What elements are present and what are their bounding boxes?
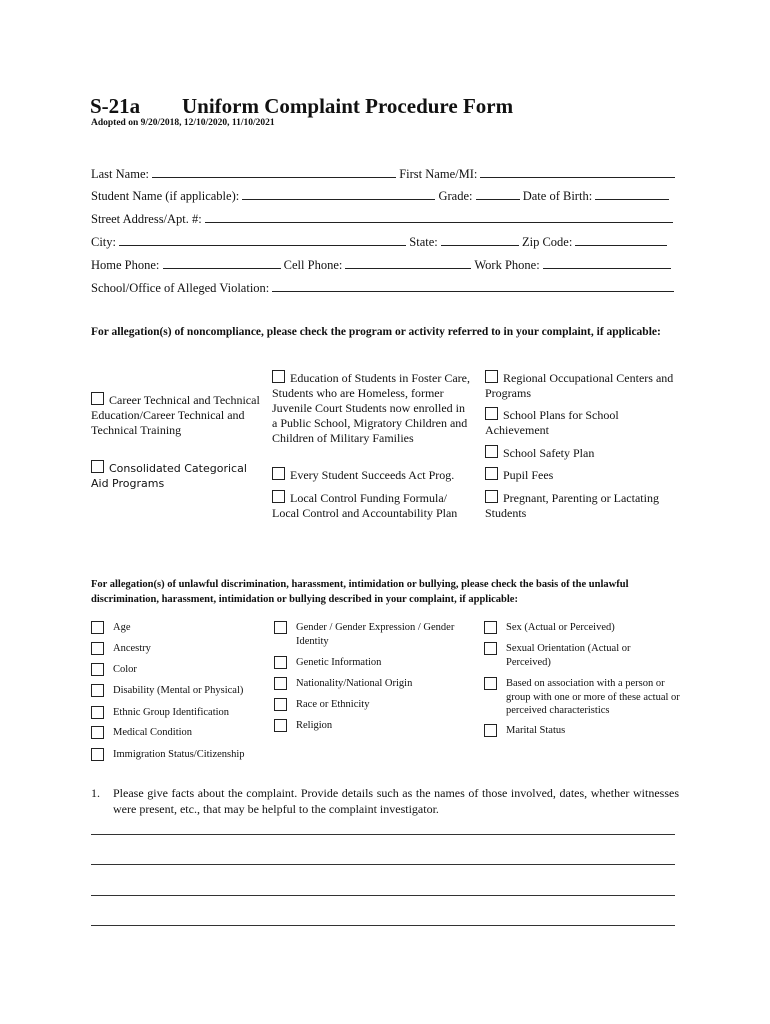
state-field[interactable] xyxy=(441,245,519,246)
page-title: Uniform Complaint Procedure Form xyxy=(182,94,514,118)
program-pregnant-parenting[interactable]: Pregnant, Parenting or Lactating Students xyxy=(485,491,659,520)
dob-field[interactable] xyxy=(595,199,669,200)
cell-phone-label: Cell Phone: xyxy=(283,258,343,272)
program-career-technical[interactable]: Career Technical and Technical Education/Career Technical and Technical Training xyxy=(91,393,260,437)
checkbox[interactable] xyxy=(485,467,498,480)
checkbox[interactable] xyxy=(484,677,497,690)
checkbox[interactable] xyxy=(91,621,104,634)
checkbox[interactable] xyxy=(274,677,287,690)
basis-age[interactable]: Age xyxy=(91,621,261,635)
first-name-label: First Name/MI: xyxy=(399,167,478,181)
checkbox[interactable] xyxy=(272,467,285,480)
checkbox[interactable] xyxy=(485,445,498,458)
checkbox[interactable] xyxy=(91,663,104,676)
answer-line[interactable] xyxy=(91,895,675,896)
dob-label: Date of Birth: xyxy=(522,189,593,203)
discrimination-heading: For allegation(s) of unlawful discrimination, harassment, intimidation or bullying, please check the basis of the unlawful discrimination, harassment, intimidation or bullying described in your complaint, if applicable: xyxy=(91,579,629,605)
street-field[interactable] xyxy=(205,222,673,223)
checkbox[interactable] xyxy=(91,684,104,697)
checkbox[interactable] xyxy=(274,621,287,634)
city-label: City: xyxy=(91,235,117,249)
home-phone-label: Home Phone: xyxy=(91,258,160,272)
basis-race-ethnicity[interactable]: Race or Ethnicity xyxy=(274,698,472,712)
cell-phone-field[interactable] xyxy=(345,268,471,269)
program-education-of-students[interactable]: Education of Students in Foster Care, Students who are Homeless, former Juvenile Court Students now enrolled in a Public School, Migratory Children and Children of Military Families xyxy=(272,371,470,445)
city-field[interactable] xyxy=(119,245,406,246)
basis-medical-condition[interactable]: Medical Condition xyxy=(91,726,261,740)
checkbox[interactable] xyxy=(91,706,104,719)
checkbox[interactable] xyxy=(274,719,287,732)
checkbox[interactable] xyxy=(484,621,497,634)
last-name-field[interactable] xyxy=(152,177,396,178)
basis-disability[interactable]: Disability (Mental or Physical) xyxy=(91,684,261,698)
adopted-dates: Adopted on 9/20/2018, 12/10/2020, 11/10/2021 xyxy=(91,118,275,128)
checkbox[interactable] xyxy=(272,370,285,383)
first-name-field[interactable] xyxy=(480,177,675,178)
checkbox[interactable] xyxy=(91,460,104,473)
checkbox[interactable] xyxy=(485,407,498,420)
question-number: 1. xyxy=(91,786,100,800)
checkbox[interactable] xyxy=(91,392,104,405)
basis-sexual-orientation[interactable]: Sexual Orientation (Actual or Perceived) xyxy=(484,642,654,669)
program-pupil-fees[interactable]: Pupil Fees xyxy=(485,467,685,483)
basis-marital-status[interactable]: Marital Status xyxy=(484,724,690,738)
school-office-field[interactable] xyxy=(272,291,674,292)
zip-field[interactable] xyxy=(575,245,667,246)
school-office-label: School/Office of Alleged Violation: xyxy=(91,281,270,295)
program-school-safety-plan[interactable]: School Safety Plan xyxy=(485,445,685,461)
basis-religion[interactable]: Religion xyxy=(274,719,472,733)
checkbox[interactable] xyxy=(274,698,287,711)
checkbox[interactable] xyxy=(91,642,104,655)
checkbox[interactable] xyxy=(485,490,498,503)
checkbox[interactable] xyxy=(91,726,104,739)
home-phone-field[interactable] xyxy=(163,268,281,269)
state-label: State: xyxy=(409,235,438,249)
student-name-field[interactable] xyxy=(242,199,435,200)
basis-ancestry[interactable]: Ancestry xyxy=(91,642,261,656)
checkbox[interactable] xyxy=(272,490,285,503)
grade-label: Grade: xyxy=(438,189,473,203)
checkbox[interactable] xyxy=(91,748,104,761)
question-text: Please give facts about the complaint. Provide details such as the names of those involved, dates, whether witnesses were present, etc., that may be helpful to the complaint investigator. xyxy=(113,786,679,816)
program-regional-occupational[interactable]: Regional Occupational Centers and Programs xyxy=(485,371,674,400)
answer-line[interactable] xyxy=(91,925,675,926)
basis-genetic-information[interactable]: Genetic Information xyxy=(274,656,472,670)
checkbox[interactable] xyxy=(484,642,497,655)
answer-line[interactable] xyxy=(91,864,675,865)
form-code: S-21a xyxy=(90,94,141,118)
basis-nationality[interactable]: Nationality/National Origin xyxy=(274,677,472,691)
grade-field[interactable] xyxy=(476,199,520,200)
basis-ethnic-group[interactable]: Ethnic Group Identification xyxy=(91,706,261,720)
basis-gender[interactable]: Gender / Gender Expression / Gender Identity xyxy=(274,621,472,648)
checkbox[interactable] xyxy=(484,724,497,737)
street-label: Street Address/Apt. #: xyxy=(91,212,202,226)
program-consolidated-categorical[interactable]: Consolidated Categorical Aid Programs xyxy=(91,462,247,490)
checkbox[interactable] xyxy=(274,656,287,669)
program-every-student-succeeds[interactable]: Every Student Succeeds Act Prog. xyxy=(272,467,472,483)
work-phone-label: Work Phone: xyxy=(474,258,540,272)
basis-sex[interactable]: Sex (Actual or Perceived) xyxy=(484,621,690,635)
program-lcff-lcap[interactable]: Local Control Funding Formula/ Local Control and Accountability Plan xyxy=(272,491,458,520)
noncompliance-heading: For allegation(s) of noncompliance, please check the program or activity referred to in your complaint, if applicable: xyxy=(91,326,661,338)
basis-immigration-status[interactable]: Immigration Status/Citizenship xyxy=(91,748,266,762)
zip-label: Zip Code: xyxy=(521,235,573,249)
last-name-label: Last Name: xyxy=(91,167,149,181)
answer-line[interactable] xyxy=(91,834,675,835)
work-phone-field[interactable] xyxy=(543,268,671,269)
program-school-plans[interactable]: School Plans for School Achievement xyxy=(485,408,619,437)
checkbox[interactable] xyxy=(485,370,498,383)
student-name-label: Student Name (if applicable): xyxy=(91,189,240,203)
basis-association[interactable]: Based on association with a person or group with one or more of these actual or perceived characteristics xyxy=(484,677,690,718)
basis-color[interactable]: Color xyxy=(91,663,261,677)
